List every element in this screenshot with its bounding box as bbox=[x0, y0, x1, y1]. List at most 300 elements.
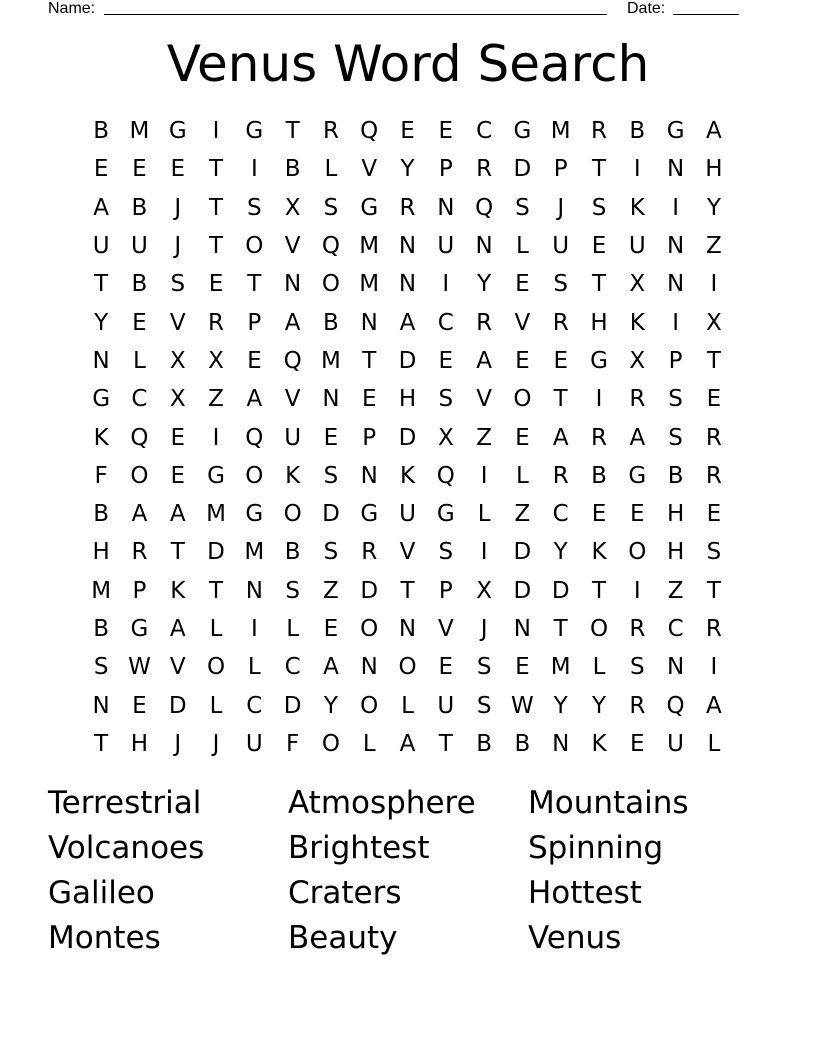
grid-letter: X bbox=[706, 309, 722, 336]
grid-letter: C bbox=[667, 616, 684, 642]
grid-letter: E bbox=[553, 347, 568, 374]
grid-letter: L bbox=[401, 692, 414, 719]
word-list-row bbox=[48, 825, 768, 870]
grid-letter: T bbox=[94, 271, 109, 298]
grid-letter: M bbox=[359, 271, 380, 298]
grid-letter: N bbox=[360, 654, 378, 681]
grid-letter: K bbox=[591, 730, 607, 757]
grid-letter: T bbox=[209, 194, 224, 221]
word-list-item: Atmosphere bbox=[288, 784, 476, 821]
grid-letter: Q bbox=[283, 347, 302, 374]
grid-letter: E bbox=[706, 386, 722, 413]
grid-letter: U bbox=[628, 233, 646, 260]
grid-letter: D bbox=[283, 692, 302, 719]
grid-letter: Q bbox=[130, 424, 149, 451]
grid-letter: X bbox=[169, 386, 186, 413]
word-list-row bbox=[48, 870, 768, 915]
grid-letter: O bbox=[130, 462, 149, 489]
grid-letter: S bbox=[668, 424, 683, 451]
grid-letter: B bbox=[629, 118, 646, 145]
grid-letter: S bbox=[438, 539, 454, 566]
grid-letter: V bbox=[284, 386, 301, 413]
grid-letter: C bbox=[476, 118, 493, 145]
grid-letter: U bbox=[437, 233, 455, 260]
grid-letter: E bbox=[323, 616, 339, 642]
grid-letter: R bbox=[208, 309, 225, 336]
word-list-item: Spinning bbox=[528, 829, 664, 866]
grid-letter: B bbox=[667, 462, 684, 489]
grid-letter: Y bbox=[477, 271, 492, 298]
grid-letter: I bbox=[633, 577, 641, 604]
grid-letter: Y bbox=[400, 156, 415, 183]
grid-letter: Z bbox=[208, 386, 224, 413]
grid-letter: G bbox=[92, 386, 111, 413]
grid-letter: T bbox=[209, 577, 224, 604]
word-list-row bbox=[48, 780, 768, 825]
grid-letter: D bbox=[513, 539, 532, 566]
grid-letter: O bbox=[589, 616, 609, 642]
grid-letter: Y bbox=[553, 539, 568, 566]
grid-letter: R bbox=[629, 386, 646, 413]
grid-letter: A bbox=[131, 501, 148, 528]
grid-letter: D bbox=[398, 347, 417, 374]
date-label: Date: bbox=[627, 0, 666, 17]
grid-letter: N bbox=[513, 616, 532, 642]
grid-letter: X bbox=[169, 347, 186, 374]
grid-letter: G bbox=[436, 501, 455, 528]
grid-letter: S bbox=[668, 386, 683, 413]
grid-letter: E bbox=[515, 271, 530, 298]
grid-letter: B bbox=[284, 539, 301, 566]
grid-letter: X bbox=[284, 194, 301, 221]
date-blank-line bbox=[673, 14, 739, 15]
grid-letter: T bbox=[706, 347, 721, 374]
grid-letter: D bbox=[513, 156, 532, 183]
grid-letter: I bbox=[672, 309, 679, 336]
grid-letter: L bbox=[592, 654, 606, 681]
grid-letter: H bbox=[705, 156, 723, 183]
grid-row bbox=[82, 648, 733, 686]
grid-letter: R bbox=[131, 539, 148, 566]
word-list-item: Montes bbox=[48, 919, 161, 956]
grid-letter: S bbox=[323, 194, 339, 221]
word-list-item: Galileo bbox=[48, 874, 155, 911]
grid-letter: T bbox=[247, 271, 262, 298]
grid-letter: Z bbox=[667, 577, 684, 604]
grid-letter: L bbox=[516, 462, 529, 489]
grid-letter: I bbox=[442, 271, 450, 298]
grid-letter: P bbox=[668, 347, 683, 374]
grid-letter: N bbox=[475, 233, 493, 260]
grid-letter: R bbox=[322, 118, 339, 145]
grid-letter: T bbox=[209, 156, 224, 183]
grid-letter: E bbox=[208, 271, 224, 298]
grid-letter: Q bbox=[436, 462, 455, 489]
grid-letter: V bbox=[169, 654, 186, 681]
grid-letter: N bbox=[245, 577, 263, 604]
grid-row bbox=[82, 572, 733, 610]
grid-letter: T bbox=[591, 271, 607, 298]
grid-letter: N bbox=[284, 271, 302, 298]
grid-letter: O bbox=[245, 233, 264, 260]
grid-letter: H bbox=[92, 539, 110, 566]
grid-row bbox=[82, 342, 733, 380]
grid-letter: N bbox=[398, 271, 417, 298]
grid-letter: T bbox=[94, 730, 109, 757]
grid-letter: W bbox=[128, 654, 151, 681]
word-list-item: Hottest bbox=[528, 874, 642, 911]
grid-letter: E bbox=[170, 156, 186, 183]
grid-letter: X bbox=[208, 347, 224, 374]
grid-letter: E bbox=[515, 347, 530, 374]
grid-letter: X bbox=[476, 577, 492, 604]
grid-letter: V bbox=[169, 309, 186, 336]
grid-letter: E bbox=[591, 501, 607, 528]
grid-row bbox=[82, 150, 733, 188]
grid-letter: A bbox=[169, 501, 186, 528]
word-list-item: Mountains bbox=[528, 784, 689, 821]
grid-letter: Z bbox=[476, 424, 492, 451]
grid-letter: I bbox=[480, 462, 488, 489]
grid-letter: B bbox=[284, 156, 301, 183]
grid-letter: M bbox=[129, 118, 150, 145]
name-blank-line bbox=[104, 14, 607, 15]
grid-letter: N bbox=[360, 462, 378, 489]
grid-letter: L bbox=[247, 654, 261, 681]
grid-letter: C bbox=[552, 501, 569, 528]
grid-letter: H bbox=[590, 309, 608, 336]
grid-letter: M bbox=[244, 539, 265, 566]
grid-letter: T bbox=[170, 539, 185, 566]
grid-letter: S bbox=[591, 194, 607, 221]
grid-letter: M bbox=[550, 118, 571, 145]
grid-letter: E bbox=[515, 654, 530, 681]
grid-letter: N bbox=[437, 194, 455, 221]
grid-letter: J bbox=[174, 730, 182, 757]
grid-letter: I bbox=[595, 386, 603, 413]
grid-letter: A bbox=[169, 616, 186, 642]
grid-row bbox=[82, 725, 733, 763]
grid-letter: R bbox=[476, 156, 493, 183]
grid-letter: A bbox=[93, 194, 110, 221]
grid-letter: R bbox=[629, 616, 646, 642]
grid-letter: U bbox=[437, 692, 455, 719]
grid-letter: U bbox=[131, 233, 148, 260]
grid-letter: R bbox=[552, 462, 569, 489]
grid-row bbox=[82, 380, 733, 418]
grid-letter: E bbox=[515, 424, 530, 451]
word-list-item: Brightest bbox=[288, 829, 430, 866]
grid-letter: O bbox=[206, 654, 226, 681]
grid-letter: U bbox=[284, 424, 302, 451]
grid-letter: P bbox=[362, 424, 377, 451]
grid-row bbox=[82, 227, 733, 265]
grid-letter: E bbox=[132, 692, 147, 719]
grid-row bbox=[82, 533, 733, 571]
grid-letter: G bbox=[245, 118, 264, 145]
grid-letter: S bbox=[93, 654, 109, 681]
word-list bbox=[48, 780, 768, 960]
grid-letter: O bbox=[628, 539, 647, 566]
grid-letter: V bbox=[514, 309, 531, 336]
grid-letter: T bbox=[553, 616, 568, 642]
grid-letter: V bbox=[399, 539, 416, 566]
grid-letter: S bbox=[438, 386, 454, 413]
grid-letter: O bbox=[321, 730, 340, 757]
grid-letter: J bbox=[174, 233, 182, 260]
grid-row bbox=[82, 686, 733, 724]
grid-letter: D bbox=[168, 692, 187, 719]
grid-letter: C bbox=[284, 654, 301, 681]
grid-letter: N bbox=[398, 616, 417, 642]
grid-letter: I bbox=[633, 156, 641, 183]
grid-letter: B bbox=[93, 501, 110, 528]
grid-letter: I bbox=[480, 539, 488, 566]
grid-letter: U bbox=[667, 730, 685, 757]
grid-letter: K bbox=[93, 424, 109, 451]
grid-letter: H bbox=[666, 501, 685, 528]
grid-letter: E bbox=[438, 654, 454, 681]
grid-letter: E bbox=[438, 118, 454, 145]
grid-row bbox=[82, 265, 733, 303]
grid-letter: Q bbox=[666, 692, 685, 719]
grid-letter: L bbox=[324, 156, 338, 183]
grid-letter: P bbox=[438, 577, 453, 604]
grid-letter: P bbox=[553, 156, 568, 183]
grid-letter: T bbox=[591, 156, 607, 183]
grid-letter: N bbox=[360, 309, 378, 336]
grid-letter: P bbox=[247, 309, 262, 336]
grid-letter: E bbox=[170, 462, 186, 489]
grid-letter: T bbox=[285, 118, 300, 145]
grid-letter: G bbox=[628, 462, 647, 489]
grid-letter: T bbox=[438, 730, 453, 757]
grid-letter: S bbox=[515, 194, 530, 221]
grid-row bbox=[82, 418, 733, 456]
grid-letter: O bbox=[321, 271, 340, 298]
grid-letter: L bbox=[286, 616, 300, 642]
grid-letter: F bbox=[286, 730, 300, 757]
grid-letter: B bbox=[131, 194, 148, 221]
grid-letter: I bbox=[212, 118, 220, 145]
grid-letter: S bbox=[553, 271, 569, 298]
grid-letter: Q bbox=[360, 118, 379, 145]
grid-letter: L bbox=[707, 730, 721, 757]
grid-letter: I bbox=[710, 271, 718, 298]
grid-letter: E bbox=[591, 233, 607, 260]
grid-letter: N bbox=[398, 233, 417, 260]
grid-letter: G bbox=[245, 501, 264, 528]
grid-letter: A bbox=[476, 347, 492, 374]
grid-letter: O bbox=[245, 462, 264, 489]
grid-letter: A bbox=[246, 386, 263, 413]
grid-letter: R bbox=[399, 194, 416, 221]
grid-letter: U bbox=[245, 730, 263, 757]
grid-letter: T bbox=[209, 233, 224, 260]
grid-letter: F bbox=[94, 462, 108, 489]
grid-letter: E bbox=[706, 501, 722, 528]
grid-letter: E bbox=[323, 424, 339, 451]
grid-letter: J bbox=[557, 194, 565, 221]
grid-letter: K bbox=[399, 462, 416, 489]
grid-letter: D bbox=[360, 577, 379, 604]
grid-letter: A bbox=[399, 730, 416, 757]
grid-letter: R bbox=[591, 424, 607, 451]
grid-letter: H bbox=[666, 539, 685, 566]
grid-letter: T bbox=[400, 577, 415, 604]
grid-letter: V bbox=[361, 156, 378, 183]
grid-letter: H bbox=[130, 730, 149, 757]
grid-letter: Z bbox=[514, 501, 531, 528]
grid-letter: A bbox=[399, 309, 416, 336]
grid-letter: R bbox=[591, 118, 607, 145]
word-list-item: Terrestrial bbox=[48, 784, 202, 821]
grid-letter: L bbox=[133, 347, 146, 374]
grid-letter: B bbox=[131, 271, 148, 298]
grid-letter: K bbox=[629, 194, 645, 221]
grid-row bbox=[82, 112, 733, 150]
grid-letter: T bbox=[706, 577, 721, 604]
grid-letter: I bbox=[250, 156, 258, 183]
grid-letter: K bbox=[629, 309, 645, 336]
grid-letter: J bbox=[480, 616, 488, 642]
grid-letter: M bbox=[550, 654, 571, 681]
grid-letter: X bbox=[437, 424, 454, 451]
grid-letter: T bbox=[553, 386, 568, 413]
grid-letter: G bbox=[666, 118, 685, 145]
grid-letter: L bbox=[477, 501, 491, 528]
grid-letter: B bbox=[323, 309, 339, 336]
grid-letter: T bbox=[591, 577, 607, 604]
grid-letter: O bbox=[398, 654, 417, 681]
grid-letter: N bbox=[666, 271, 685, 298]
worksheet-header bbox=[48, 0, 748, 20]
grid-letter: U bbox=[552, 233, 570, 260]
word-list-item: Craters bbox=[288, 874, 402, 911]
grid-letter: E bbox=[93, 156, 109, 183]
name-label: Name: bbox=[48, 0, 96, 17]
grid-letter: N bbox=[666, 233, 685, 260]
grid-letter: S bbox=[323, 539, 339, 566]
grid-letter: B bbox=[93, 118, 110, 145]
grid-letter: G bbox=[130, 616, 149, 642]
grid-letter: N bbox=[666, 654, 685, 681]
grid-letter: Y bbox=[323, 692, 338, 719]
grid-row bbox=[82, 189, 733, 227]
word-list-item: Venus bbox=[528, 919, 622, 956]
grid-letter: S bbox=[630, 654, 645, 681]
grid-letter: K bbox=[285, 462, 301, 489]
grid-letter: E bbox=[361, 386, 377, 413]
grid-letter: A bbox=[284, 309, 301, 336]
grid-letter: E bbox=[630, 730, 645, 757]
grid-letter: A bbox=[629, 424, 646, 451]
grid-letter: I bbox=[672, 194, 679, 221]
grid-letter: I bbox=[250, 616, 258, 642]
grid-letter: O bbox=[360, 692, 379, 719]
grid-row bbox=[82, 457, 733, 495]
grid-letter: B bbox=[514, 730, 531, 757]
grid-letter: P bbox=[438, 156, 453, 183]
grid-letter: R bbox=[476, 309, 493, 336]
grid-letter: E bbox=[400, 118, 415, 145]
grid-letter: R bbox=[705, 462, 722, 489]
grid-letter: G bbox=[207, 462, 225, 489]
grid-letter: L bbox=[362, 730, 376, 757]
grid-letter: G bbox=[360, 194, 379, 221]
grid-letter: I bbox=[212, 424, 220, 451]
grid-letter: Y bbox=[706, 194, 721, 221]
grid-letter: X bbox=[629, 271, 646, 298]
grid-letter: D bbox=[207, 539, 225, 566]
word-list-item: Volcanoes bbox=[48, 829, 205, 866]
grid-letter: Z bbox=[706, 233, 722, 260]
grid-letter: S bbox=[170, 271, 186, 298]
word-list-row bbox=[48, 915, 768, 960]
grid-letter: R bbox=[629, 692, 646, 719]
grid-letter: Y bbox=[94, 309, 109, 336]
letter-grid bbox=[82, 112, 733, 763]
grid-letter: D bbox=[322, 501, 340, 528]
grid-letter: E bbox=[438, 347, 454, 374]
grid-letter: B bbox=[93, 616, 110, 642]
grid-letter: N bbox=[92, 692, 110, 719]
grid-letter: E bbox=[132, 156, 147, 183]
grid-letter: C bbox=[437, 309, 454, 336]
grid-letter: U bbox=[92, 233, 110, 260]
grid-letter: U bbox=[399, 501, 416, 528]
grid-letter: K bbox=[170, 577, 186, 604]
grid-letter: N bbox=[92, 347, 110, 374]
grid-letter: B bbox=[591, 462, 607, 489]
grid-letter: C bbox=[246, 692, 263, 719]
grid-letter: K bbox=[591, 539, 607, 566]
grid-letter: G bbox=[590, 347, 608, 374]
grid-letter: S bbox=[476, 654, 492, 681]
grid-letter: D bbox=[551, 577, 570, 604]
grid-letter: S bbox=[706, 539, 722, 566]
grid-letter: L bbox=[209, 692, 223, 719]
grid-letter: N bbox=[552, 730, 570, 757]
grid-letter: A bbox=[706, 692, 722, 719]
grid-letter: M bbox=[91, 577, 112, 604]
grid-letter: Y bbox=[553, 692, 568, 719]
page-title: Venus Word Search bbox=[166, 35, 650, 93]
grid-letter: D bbox=[513, 577, 532, 604]
grid-row bbox=[82, 303, 733, 341]
grid-letter: S bbox=[476, 692, 492, 719]
grid-letter: M bbox=[206, 501, 226, 528]
grid-letter: D bbox=[398, 424, 417, 451]
grid-letter: S bbox=[285, 577, 300, 604]
grid-letter: V bbox=[437, 616, 454, 642]
grid-row bbox=[82, 495, 733, 533]
grid-letter: A bbox=[706, 118, 722, 145]
grid-letter: E bbox=[247, 347, 262, 374]
grid-letter: Q bbox=[475, 194, 494, 221]
grid-letter: M bbox=[321, 347, 341, 374]
grid-letter: E bbox=[170, 424, 186, 451]
grid-row bbox=[82, 610, 733, 648]
grid-letter: O bbox=[360, 616, 379, 642]
grid-letter: L bbox=[516, 233, 529, 260]
grid-letter: P bbox=[132, 577, 147, 604]
grid-letter: A bbox=[552, 424, 569, 451]
grid-letter: I bbox=[710, 654, 718, 681]
grid-letter: E bbox=[630, 501, 645, 528]
grid-letter: Q bbox=[245, 424, 264, 451]
grid-letter: R bbox=[361, 539, 378, 566]
